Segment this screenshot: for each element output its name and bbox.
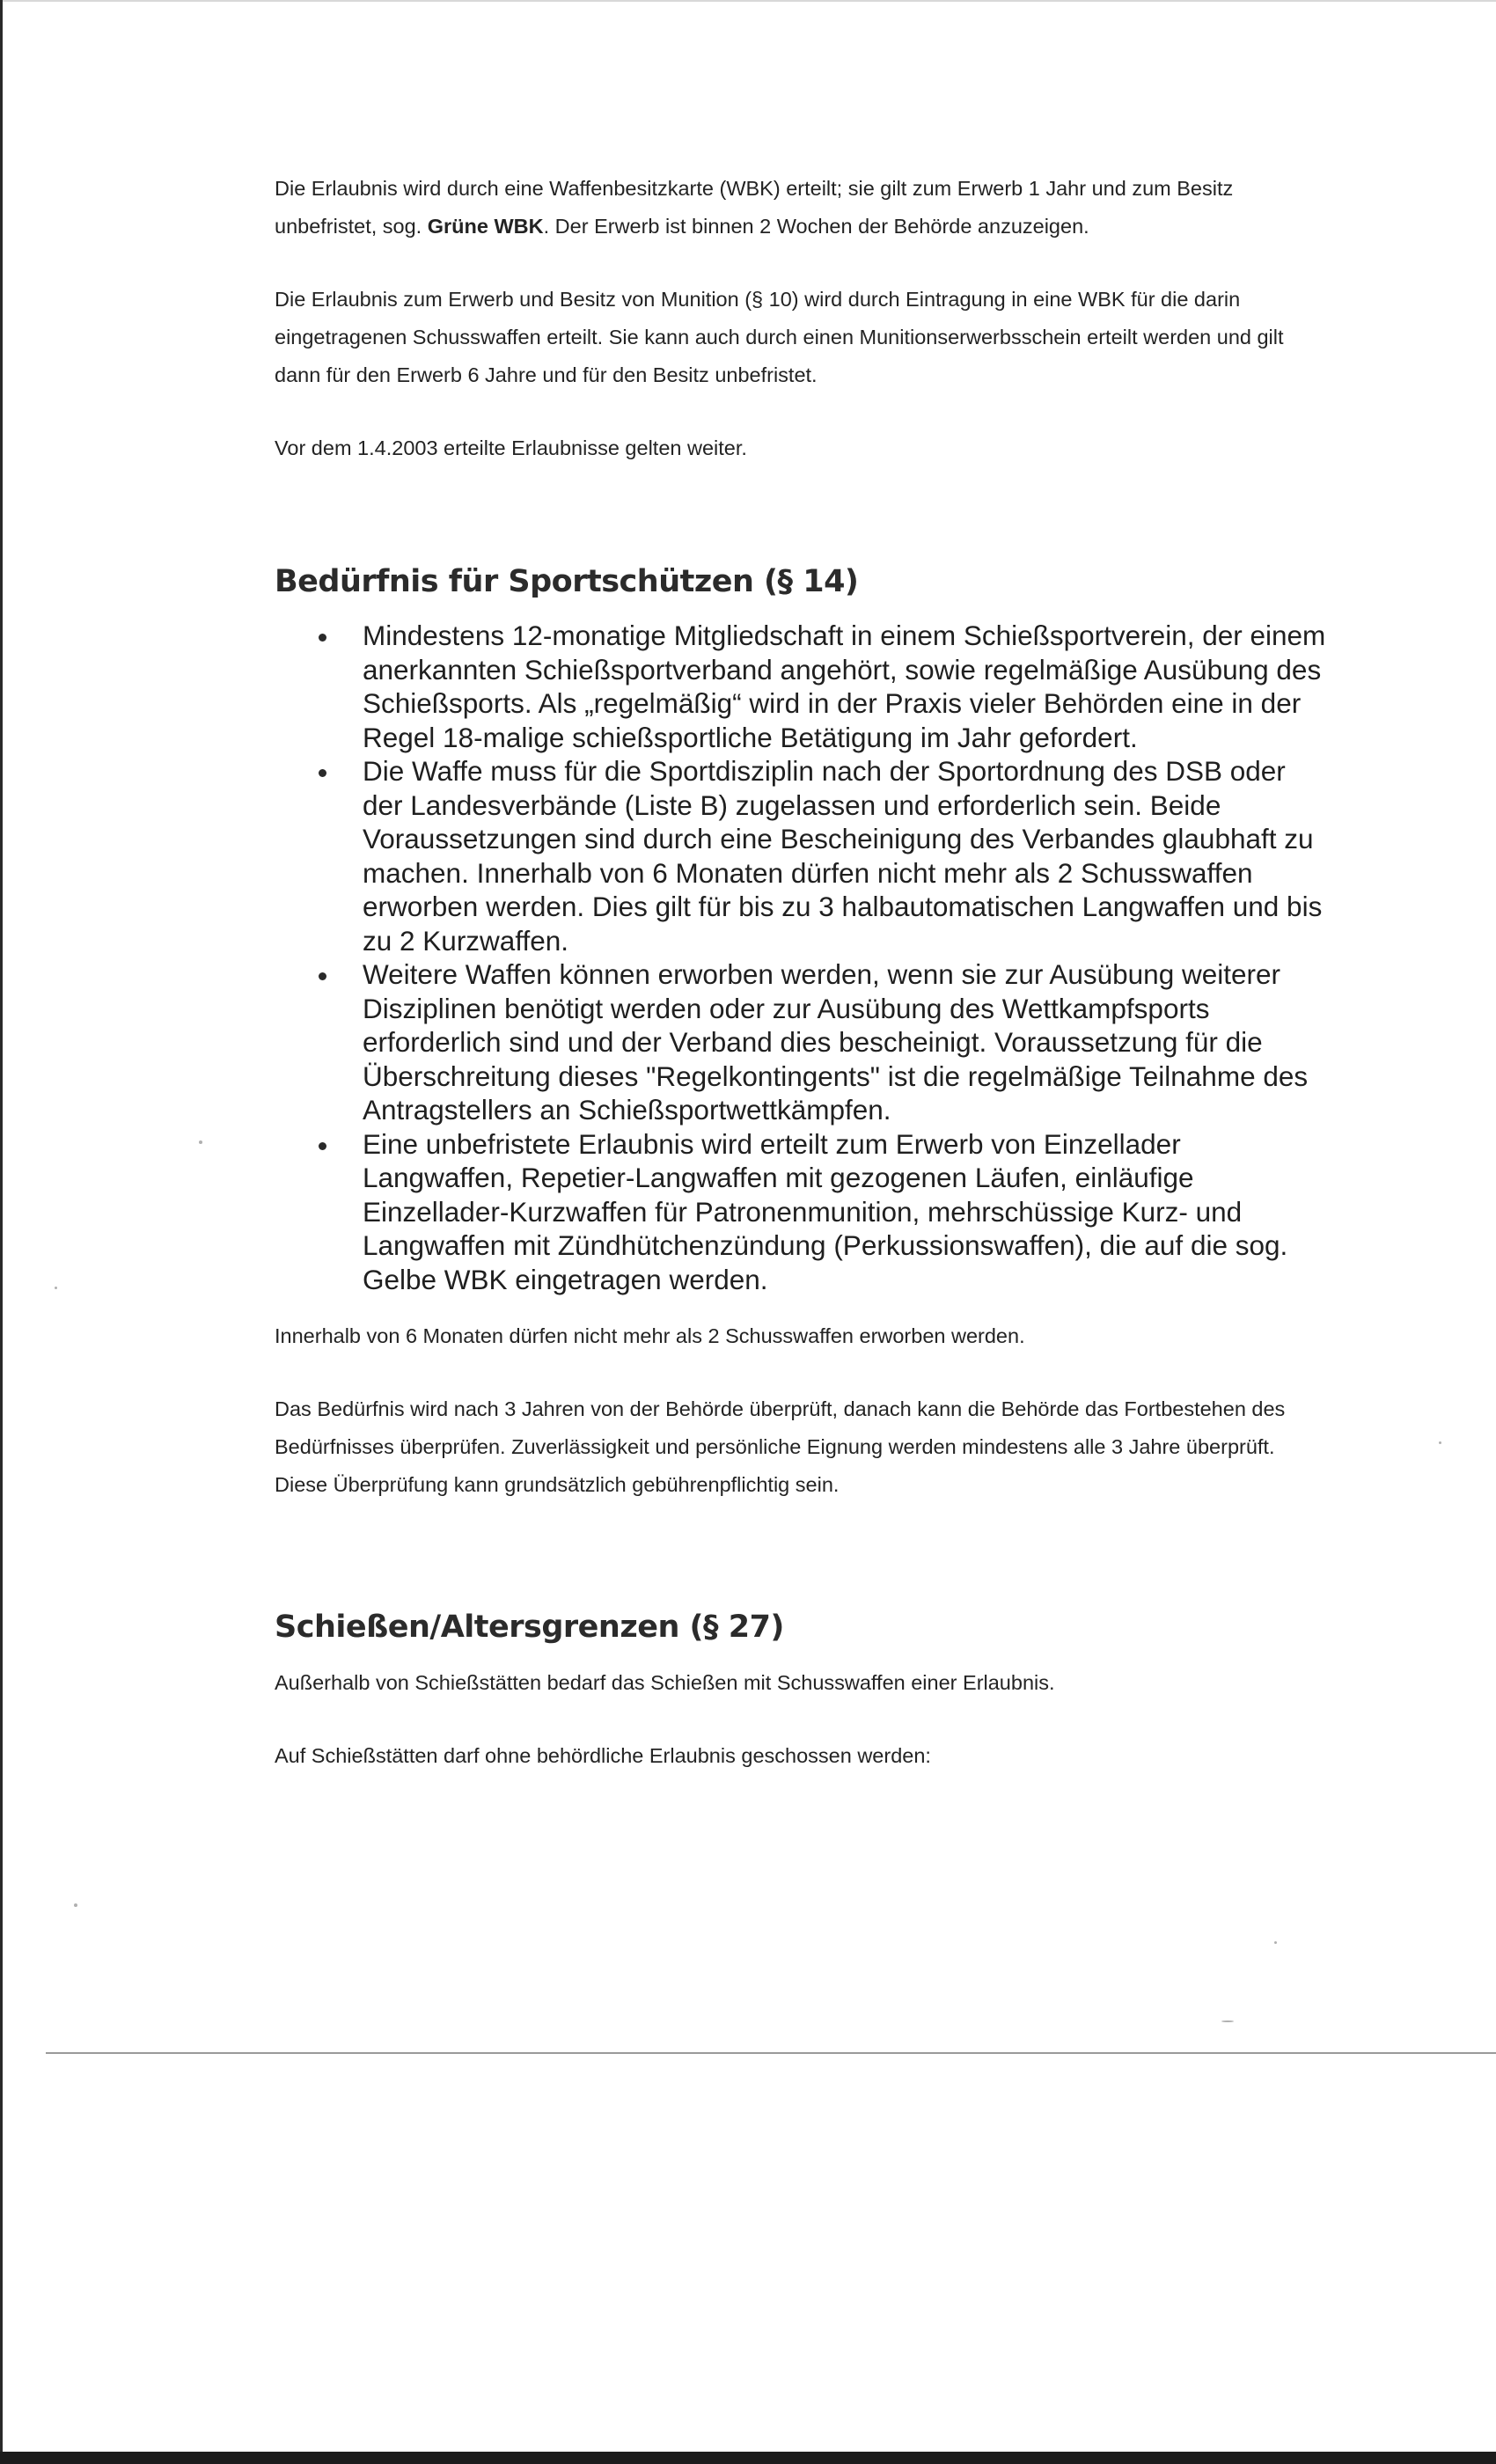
list-item [363,1127,1331,1297]
scan-speck [199,1140,202,1144]
munition-paragraph: Die Erlaubnis zum Erwerb und Besitz von Munition (§ 10) wird durch Eintragung in eine WBK für die darin eingetragenen Schusswaffen erteilt. Sie kann auch durch einen Munitionserwerbsschein erteilt werden und gilt dann für den Erwerb 6 Jahre und für den Besitz unbefristet. [275,288,1284,386]
wbk-paragraph-start: Die Erlaubnis wird durch eine Waffenbesitzkarte (WBK) erteilt; sie gilt zum Erwerb 1 Jahr und zum Besitz unbefristet, sog. [275,177,1234,238]
validity-paragraph: Vor dem 1.4.2003 erteilte Erlaubnisse gelten weiter. [275,436,747,459]
list-item-text: Mindestens 12-monatige Mitgliedschaft in einem Schießsportverein, der einem anerkannten Schießsportverband angehört, sowie regelmäßige Ausübung des Schießsports. Als „regelmäßig“ wird in der Praxis vieler Behörden eine in der Regel 18-malige schießsportliche Betätigung im Jahr gefordert. [363,620,1326,753]
permit-paragraph: Außerhalb von Schießstätten bedarf das Schießen mit Schusswaffen einer Erlaubnis. [275,1671,1055,1694]
bullet-icon [319,634,326,642]
bullet-icon [319,972,326,980]
bullet-icon [319,1142,326,1150]
list-item [363,619,1331,754]
list-item-text: Eine unbefristete Erlaubnis wird erteilt zum Erwerb von Einzellader Langwaffen, Repetier-Langwaffen mit gezogenen Läufen, einläufige Einzellader-Kurzwaffen für Patronenmunition, mehrschüssige Kurz- und Langwaffen mit Zündhütchenzündung (Perkussionswaffen), die auf die sog. Gelbe WBK eingetragen werden. [363,1127,1288,1295]
scan-bottom-edge [0,2452,1496,2464]
bullet-icon [319,769,326,777]
scan-speck [74,1903,77,1907]
list-item-text: Weitere Waffen können erworben werden, wenn sie zur Ausübung weiterer Disziplinen benötigt werden oder zur Ausübung des Wettkampfsports erforderlich sind und der Verband dies bescheinigt. Voraussetzung für die Überschreitung dieses "Regelkontingents" ist die regelmäßige Teilnahme des Antragstellers an Schießsportwettkämpfen. [363,958,1309,1126]
gruene-wbk-term: Grüne WBK [427,215,544,238]
list-item-text: Die Waffe muss für die Sportdisziplin nach der Sportordnung des DSB oder der Landesverbände (Liste B) zugelassen und erforderlich sein. Beide Voraussetzungen sind durch eine Bescheinigung des Verbandes glaubhaft zu machen. Innerhalb von 6 Monaten dürfen nicht mehr als 2 Schusswaffen erworben werden. Dies gilt für bis zu 3 halbautomatischen Langwaffen und bis zu 2 Kurzwaffen. [363,755,1323,957]
scan-speck [1274,1941,1277,1944]
requirements-list [275,619,1331,1296]
document-body [275,170,1331,1775]
wbk-paragraph-end: . Der Erwerb ist binnen 2 Wochen der Behörde anzuzeigen. [543,215,1089,238]
list-item [363,754,1331,957]
fee-paragraph: Diese Überprüfung kann grundsätzlich gebührenpflichtig sein. [275,1473,840,1496]
section-heading-altersgrenzen: Schießen/Altersgrenzen (§ 27) [275,1610,784,1645]
section-heading-sportschuetzen: Bedürfnis für Sportschützen (§ 14) [275,564,859,599]
scan-speck [1439,1441,1441,1444]
scan-left-edge [0,0,3,2464]
list-item [363,957,1331,1127]
page-divider [46,2052,1496,2054]
range-paragraph: Auf Schießstätten darf ohne behördliche Erlaubnis geschossen werden: [275,1744,931,1767]
scan-speck [55,1287,57,1289]
scan-speck [1221,2020,1234,2022]
wbk-paragraph [275,170,1331,246]
review-paragraph: Das Bedürfnis wird nach 3 Jahren von der Behörde überprüft, danach kann die Behörde das Fortbestehen des Bedürfnisses überprüfen. Zuverlässigkeit und persönliche Eignung werden mindestens alle 3 Jahre überprüft. [275,1397,1286,1458]
limit-paragraph: Innerhalb von 6 Monaten dürfen nicht mehr als 2 Schusswaffen erworben werden. [275,1324,1025,1347]
scan-top-edge [0,0,1496,2]
